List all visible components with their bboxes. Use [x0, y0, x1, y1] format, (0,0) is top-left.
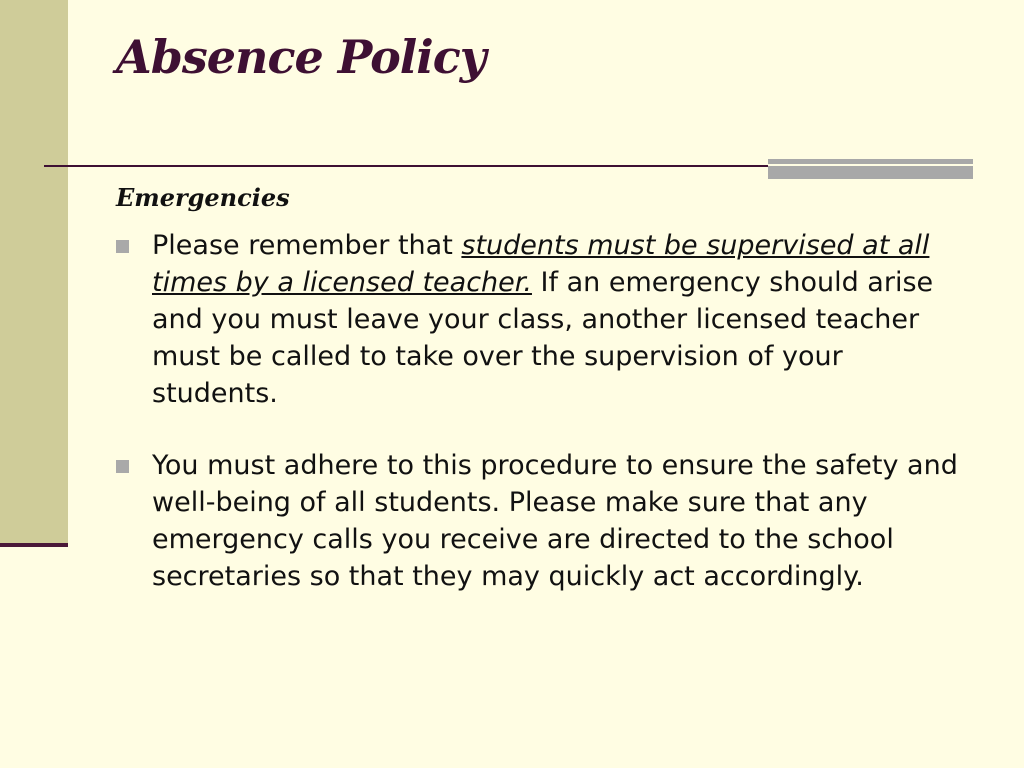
section-subheading: Emergencies [116, 183, 290, 212]
bullet-intro-text: Please remember that [152, 230, 462, 261]
bullet-item-procedure [116, 447, 976, 595]
bullet-item-supervision [116, 227, 976, 412]
slide-title: Absence Policy [116, 30, 486, 84]
square-bullet-icon [116, 460, 129, 473]
title-divider-line [44, 165, 768, 167]
square-bullet-icon [116, 240, 129, 253]
side-rule-decoration [0, 543, 68, 547]
title-divider-bar [768, 159, 973, 179]
bullet-emphasis-text: students must be supervised at all times by a licensed teacher. [152, 230, 930, 298]
side-band-decoration [0, 0, 68, 545]
bullet-text: You must adhere to this procedure to ensure the safety and well-being of all students. Please make sure that any emergency calls you receive are directed to the school secretaries so that they may quickly act accordingly. [152, 450, 958, 592]
bullet-list [116, 227, 976, 595]
bullet-rest-text: If an emergency should arise and you must leave your class, another licensed teacher must be called to take over the supervision of your students. [152, 267, 934, 409]
